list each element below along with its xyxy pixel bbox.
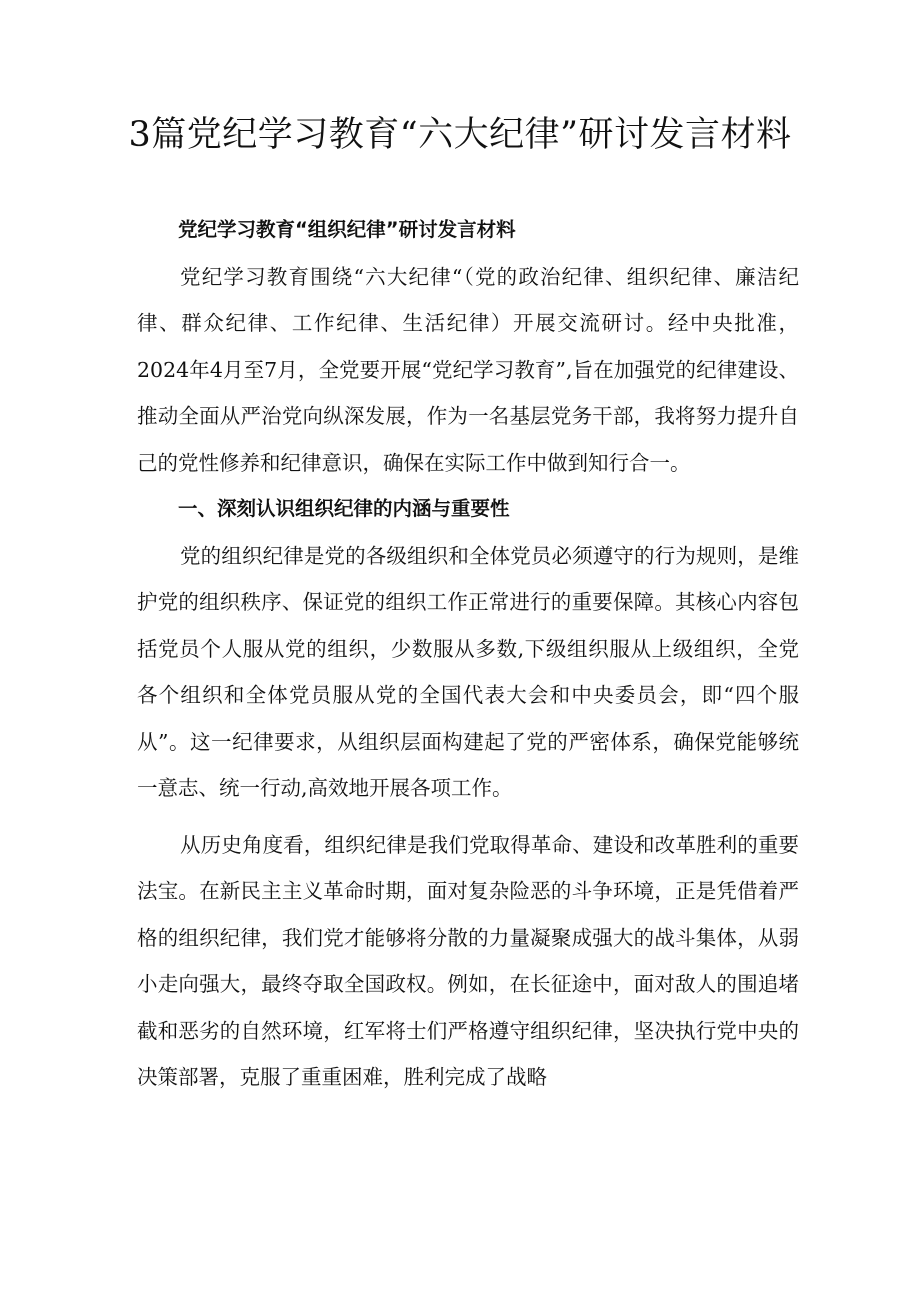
document-body (137, 207, 799, 1101)
paragraph-discipline-meaning: 党的组织纪律是党的各级组织和全体党员必须遵守的行为规则，是维护党的组织秩序、保证党的组织工作正常进行的重要保障。其核心内容包括党员个人服从党的组织，少数服从多数,下级组织服从上级组织，全党各个组织和全体党员服从党的全国代表大会和中央委员会，即“四个服从”。这一纪律要求，从组织层面构建起了党的严密体系，确保党能够统一意志、统一行动,高效地开展各项工作。 (137, 543, 799, 800)
paragraph-intro: 党纪学习教育围绕“六大纪律“（党的政治纪律、组织纪律、廉洁纪律、群众纪律、工作纪律、生活纪律）开展交流研讨。经中央批准，2024年4月至7月，全党要开展“党纪学习教育”,旨在加强党的纪律建设、推动全面从严治党向纵深发展，作为一名基层党务干部，我将努力提升自己的党性修养和纪律意识，确保在实际工作中做到知行合一。 (137, 264, 799, 475)
section-heading: 党纪学习教育“组织纪律”研讨发言材料 (177, 218, 516, 241)
subheading-organizational-discipline: 一、深刻认识组织纪律的内涵与重要性 (177, 497, 510, 520)
document-title: 3篇党纪学习教育“六大纪律”研讨发言材料 (128, 115, 792, 155)
paragraph-history: 从历史角度看，组织纪律是我们党取得革命、建设和改革胜利的重要法宝。在新民主主义革命时期，面对复杂险恶的斗争环境，正是凭借着严格的组织纪律，我们党才能够将分散的力量凝聚成强大的战斗集体，从弱小走向强大，最终夺取全国政权。例如，在长征途中，面对敌人的围追堵截和恶劣的自然环境，红军将士们严格遵守组织纪律，坚决执行党中央的决策部署，克服了重重困难，胜利完成了战略 (137, 832, 799, 1089)
